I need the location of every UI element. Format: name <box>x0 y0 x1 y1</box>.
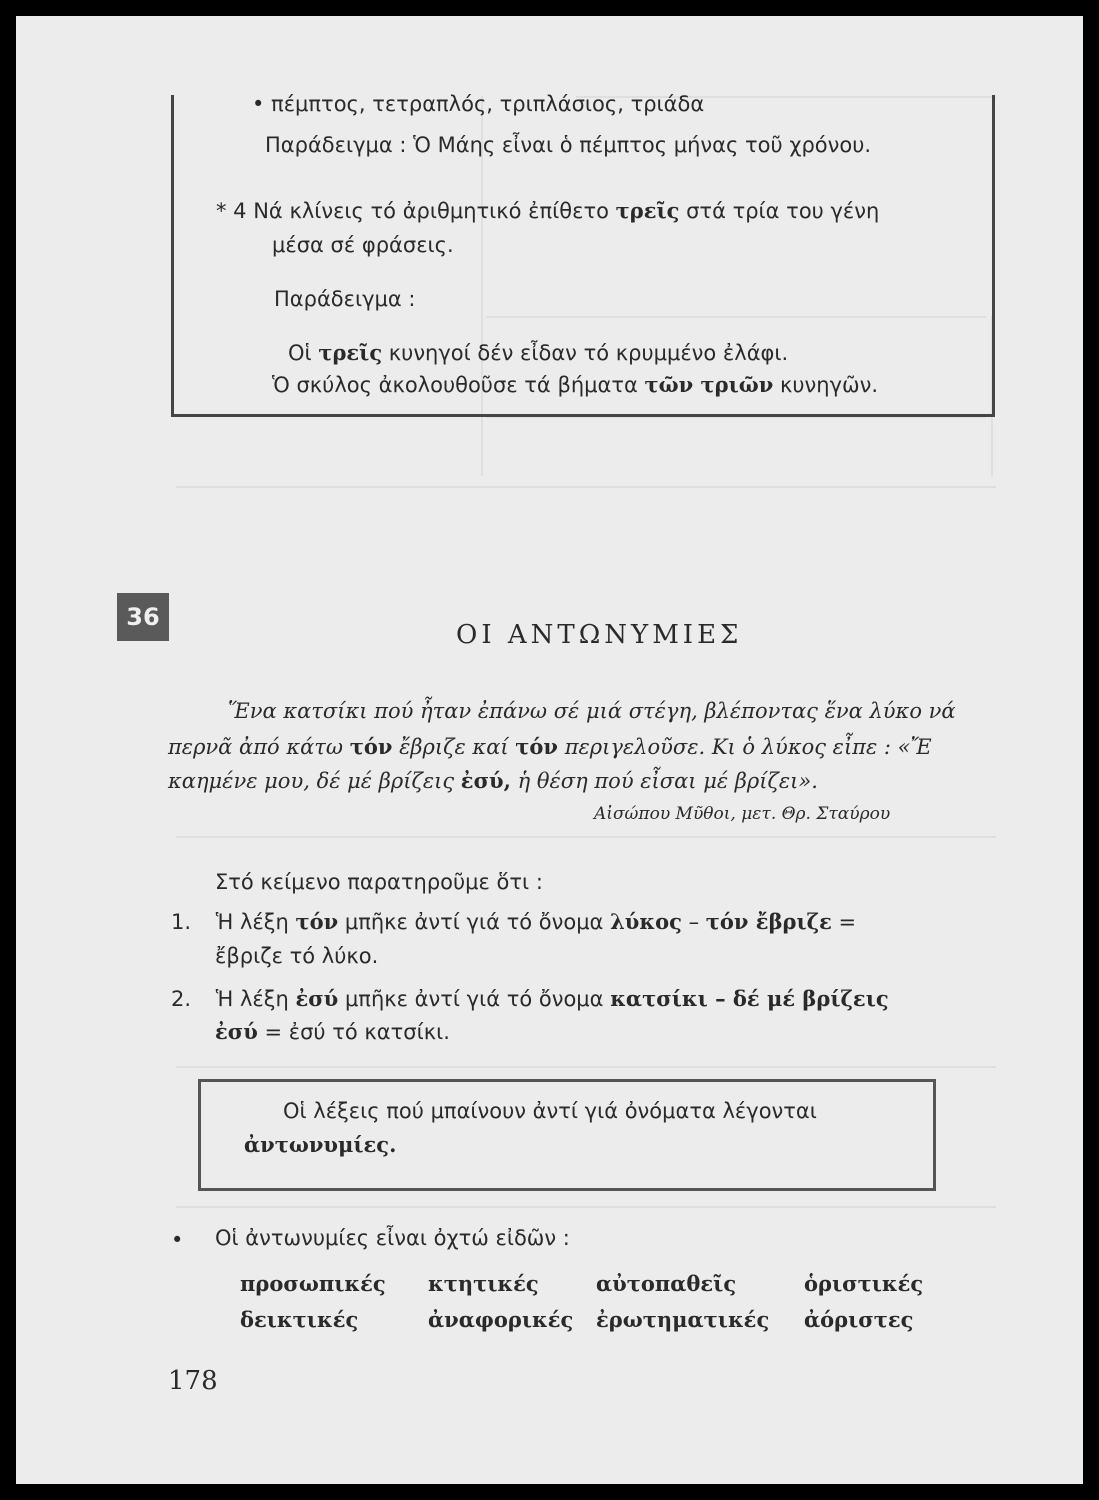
bold-word: τρεῖς <box>318 340 383 365</box>
page-number: 178 <box>168 1366 218 1396</box>
bold-word: τῶν τριῶν <box>644 372 774 397</box>
observations-intro: Στό κείμενο παρατηροῦμε ὅτι : <box>215 870 543 894</box>
exercise-4-instruction-cont: μέσα σέ φράσεις. <box>272 233 454 257</box>
text-run: Ἡ λέξη <box>215 910 296 934</box>
quote-line-2 <box>168 734 932 759</box>
bold-word: κατσίκι – δέ μέ βρίζεις <box>610 986 889 1011</box>
text-run: μπῆκε ἀντί γιά τό ὄνομα <box>338 987 611 1011</box>
definition-line-1: Οἱ λέξεις πού μπαίνουν ἀντί γιά ὀνόματα λέγονται <box>283 1099 817 1123</box>
text-run: Ὁ σκύλος ἀκολουθοῦσε τά βήματα <box>272 373 645 397</box>
book-page <box>16 16 1083 1484</box>
text-run: καημένε μου, δέ μέ βρίζεις <box>168 769 461 793</box>
bold-word: τρεῖς <box>615 198 680 223</box>
exercise-4-instruction <box>216 198 879 223</box>
text-run: Ἡ λέξη <box>215 987 296 1011</box>
observation-2 <box>171 986 889 1011</box>
example-label: Παράδειγμα : <box>274 287 416 311</box>
example-sentence: Παράδειγμα : Ὁ Μάης εἶναι ὁ πέμπτος μήνας τοῦ χρόνου. <box>265 133 872 157</box>
text-run: περνᾶ ἀπό κάτω <box>168 735 350 759</box>
text-run: ἡ θέση πού εἶσαι μέ βρίζει». <box>510 769 818 793</box>
text-run: κυνηγοί δέν εἶδαν τό κρυμμένο ἐλάφι. <box>382 341 789 365</box>
pronoun-type: κτητικές <box>428 1271 539 1296</box>
bold-word: τόν <box>515 734 559 759</box>
pronoun-type: ἀόριστες <box>804 1307 914 1332</box>
bold-word: ἐσύ <box>295 986 339 1011</box>
bold-word: τόν <box>349 734 393 759</box>
types-intro: Οἱ ἀντωνυμίες εἶναι ὀχτώ εἰδῶν : <box>215 1226 570 1250</box>
pronoun-type: ἀναφορικές <box>428 1307 574 1332</box>
text-run: ἔβριζε καί <box>392 735 516 759</box>
example-sentence-2 <box>272 372 878 397</box>
list-number: 2. <box>171 987 192 1011</box>
observation-2-cont <box>215 1019 450 1044</box>
observation-1-cont: ἔβριζε τό λύκο. <box>215 944 379 968</box>
text-run: περιγελοῦσε. Κι ὁ λύκος εἶπε : «Ἔ <box>558 735 932 759</box>
pronoun-type: προσωπικές <box>240 1271 386 1296</box>
text-run: μπῆκε ἀντί γιά τό ὄνομα <box>338 910 611 934</box>
text-run: = ἐσύ τό κατσίκι. <box>257 1020 450 1044</box>
pronoun-type: ἐρωτηματικές <box>596 1307 770 1332</box>
pronoun-type: δεικτικές <box>240 1307 359 1332</box>
text-run: κυνηγῶν. <box>773 373 879 397</box>
quote-line-1: Ἕνα κατσίκι πού ἦταν ἐπάνω σέ μιά στέγη, βλέποντας ἕνα λύκο νά <box>228 699 956 723</box>
pronoun-type: αὐτοπαθεῖς <box>596 1271 737 1296</box>
text-run: στά τρία του γένη <box>679 199 880 223</box>
section-title: ΟΙ ΑΝΤΩΝΥΜΙΕΣ <box>456 620 743 650</box>
bold-word: τόν ἔβριζε <box>705 909 832 934</box>
text-run: Οἱ <box>288 341 319 365</box>
definition-term: ἀντωνυμίες. <box>244 1132 397 1157</box>
text-run: * 4 Νά κλίνεις τό ἀριθμητικό ἐπίθετο <box>216 199 616 223</box>
quote-source: Αἰσώπου Μῦθοι, μετ. Θρ. Σταύρου <box>594 804 891 824</box>
bold-word: τόν <box>295 909 339 934</box>
list-number: 1. <box>171 910 192 934</box>
text-run: = <box>831 910 857 934</box>
observation-1 <box>171 909 856 934</box>
bold-word: λύκος <box>610 909 682 934</box>
text-run: – <box>681 910 706 934</box>
pronoun-type: ὁριστικές <box>804 1271 924 1296</box>
types-bullet: • <box>171 1228 184 1252</box>
word-list-line: • πέμπτος, τετραπλός, τριπλάσιος, τριάδα <box>252 92 705 116</box>
section-number-badge: 36 <box>117 593 169 641</box>
bold-word: ἐσύ <box>215 1019 258 1044</box>
example-sentence-1 <box>288 340 788 365</box>
bold-word: ἐσύ, <box>460 768 511 793</box>
quote-line-3 <box>168 768 818 793</box>
